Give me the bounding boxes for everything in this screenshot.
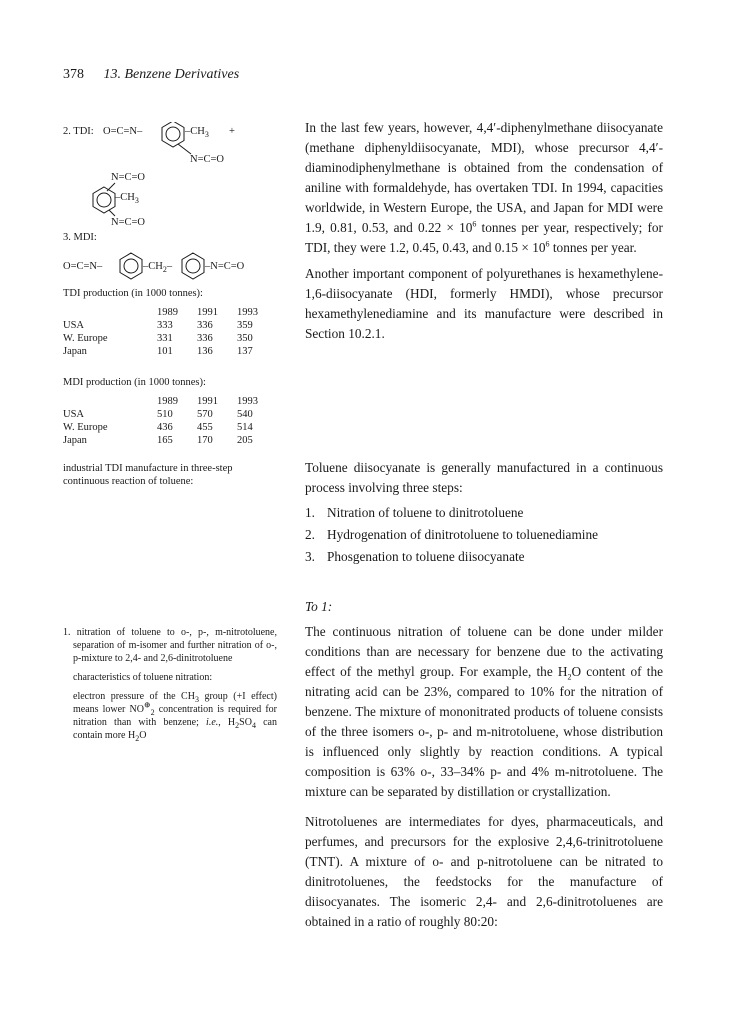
side-note-industrial: industrial TDI manufacture in three-step continuous reaction of toluene: — [63, 463, 233, 487]
table-row — [63, 421, 277, 434]
year-header: 1993 — [237, 307, 258, 318]
table-row — [63, 408, 277, 421]
value-cell: 436 — [157, 422, 173, 433]
side-note-3: electron pressure of the $CH_3$ group (+I effect) means lower $NO^\oplus_2$ concentration is required for nitration than with benzene; i.e., $H_2SO_4$ can contain more $H_2O$ — [73, 691, 277, 743]
value-cell: 359 — [237, 320, 253, 331]
list-item: 2. Hydrogenation of dinitrotoluene to toluenediamine — [305, 527, 599, 542]
value-cell: 137 — [237, 346, 253, 357]
year-header: 1989 — [157, 396, 178, 407]
main-text-top — [305, 118, 663, 350]
tdi-label: 2. TDI: — [63, 126, 94, 137]
year-header: 1991 — [197, 307, 218, 318]
region-cell: Japan — [63, 346, 87, 357]
tdi-ch3-sub: 3 — [204, 130, 209, 139]
value-cell: 540 — [237, 409, 253, 420]
tdi-intro-paragraph: Toluene diisocyanate is generally manufactured in a continuous process involving three steps: — [305, 460, 663, 495]
region-cell: USA — [63, 409, 85, 420]
value-cell: 570 — [197, 409, 213, 420]
tdi-ch3: –CH — [185, 126, 205, 137]
steps-list — [305, 502, 663, 568]
side-notes-nitration — [63, 626, 277, 742]
tdi-production-table — [63, 306, 277, 358]
region-cell: W. Europe — [63, 333, 108, 344]
list-item: 1. Nitration of toluene to dinitrotoluene — [305, 505, 524, 520]
value-cell: 455 — [197, 422, 213, 433]
tdi2-ch3: –CH — [115, 192, 135, 203]
value-cell: 336 — [197, 320, 213, 331]
page-number: 378 — [63, 67, 84, 82]
mdi-benzene-ring-2 — [182, 253, 204, 279]
value-cell: 331 — [157, 333, 173, 344]
mdi-production-title: MDI production (in 1000 tonnes): — [63, 377, 206, 388]
mdi-left: O=C=N– — [63, 261, 103, 272]
main-text-bottom — [305, 622, 663, 938]
page-header — [63, 67, 239, 83]
mdi-ch2-sub: 2 — [162, 265, 167, 274]
hdi-paragraph: Another important component of polyurethanes is hexamethylene-1,6-diisocyanate (HDI, formerly HMDI), whose precursor hexamethylenediamine and its manufacture were described in Section 10.2.1. — [305, 266, 663, 341]
table-header-row — [63, 395, 277, 408]
mdi-ch2: –CH — [143, 261, 163, 272]
value-cell: 510 — [157, 409, 173, 420]
table-row — [63, 434, 277, 447]
tdi-production-title: TDI production (in 1000 tonnes): — [63, 288, 203, 299]
tdi-formula-left: O=C=N– — [103, 126, 143, 137]
list-item: 3. Phosgenation to toluene diisocyanate — [305, 549, 525, 564]
value-cell: 333 — [157, 320, 173, 331]
mdi-paragraph: In the last few years, however, 4,4′-diphenylmethane diisocyanate (methane diphenyldiisocyanate, MDI), whose precursor 4,4′-diaminodiphenylmethane is obtained from the condensation of aniline with formaldehyde, has overtaken TDI. In 1994, capacities worldwide, in Western Europe, the USA, and Japan for MDI were 1.9, 0.81, 0.53, and $0.22 \times 10^6$ tonnes per year, respectively; for TDI, they were 1.2, 0.45, 0.43, and $0.15 \times 10^6$ tonnes per year. — [305, 120, 663, 255]
mdi-right: –N=C=O — [205, 261, 245, 272]
region-cell: W. Europe — [63, 422, 108, 433]
tdi-benzene-ring-1 — [162, 122, 184, 147]
tdi-structure-drawing — [63, 122, 303, 242]
value-cell: 136 — [197, 346, 213, 357]
year-header: 1989 — [157, 307, 178, 318]
value-cell: 170 — [197, 435, 213, 446]
value-cell: 101 — [157, 346, 173, 357]
value-cell: 514 — [237, 422, 253, 433]
table-row — [63, 332, 277, 345]
year-header: 1991 — [197, 396, 218, 407]
section-heading: To 1: — [305, 599, 333, 614]
region-cell: Japan — [63, 435, 87, 446]
tdi-benzene-ring-2 — [93, 187, 115, 213]
tdi-nco: N=C=O — [190, 154, 225, 165]
tdi-structure — [63, 122, 303, 242]
value-cell: 350 — [237, 333, 253, 344]
tdi2-nco-bottom: N=C=O — [111, 217, 146, 228]
mdi-production-table — [63, 395, 277, 447]
table-row — [63, 345, 277, 358]
side-note-2: characteristics of toluene nitration: — [73, 672, 213, 683]
svg-text:–CH3 — [114, 192, 139, 205]
mdi-structure-drawing — [63, 252, 303, 282]
region-cell: USA — [63, 320, 85, 331]
nitration-paragraph: The continuous nitration of toluene can be done under milder conditions than are necessary for benzene due to the activating effect of the methyl group. For example, the $H_2O$ content of the nitrating acid can be 23%, compared to 10% for the nitration of benzene. The mixture of mononitrated products of toluene consists of the three isomers o-, p- and m-nitrotoluene, whose distribution is influenced only slightly by reaction conditions. A typical composition is 63% o-, 33–34% p- and 4% m-nitrotoluene. The mixture can be separated by distillation or crystallization. — [305, 624, 663, 799]
chapter-title: 13. Benzene Derivatives — [103, 67, 240, 82]
year-header: 1993 — [237, 396, 258, 407]
mdi-structure — [63, 252, 303, 282]
tdi2-nco-top: N=C=O — [111, 172, 146, 183]
side-note-1: 1. nitration of toluene to o-, p-, m-nitrotoluene, separation of m-isomer and further nitration of o-, p-mixture to 2,4- and 2,6-dinitrotoluene — [63, 627, 277, 664]
table-row — [63, 319, 277, 332]
tdi-plus: + — [229, 126, 235, 137]
svg-text:–CH3 — [184, 126, 209, 139]
tdi2-ch3-sub: 3 — [134, 196, 139, 205]
svg-text:–CH2–: $-CH_2-$ — [143, 261, 173, 274]
value-cell: 205 — [237, 435, 253, 446]
mdi-label: 3. MDI: — [63, 232, 97, 242]
nitrotoluenes-paragraph: Nitrotoluenes are intermediates for dyes, pharmaceuticals, and perfumes, and precursors for the explosive 2,4,6-trinitrotoluene (TNT). A mixture of o- and p-nitrotoluene can be nitrated to dinitrotoluenes, the feedstocks for the manufacture of diisocyanates. The isomeric 2,4- and 2,6-dinitrotoluenes are obtained in a ratio of roughly 80:20: — [305, 814, 663, 929]
mdi-benzene-ring-1 — [120, 253, 142, 279]
value-cell: 165 — [157, 435, 173, 446]
value-cell: 336 — [197, 333, 213, 344]
main-text-middle — [305, 458, 663, 568]
table-header-row — [63, 306, 277, 319]
